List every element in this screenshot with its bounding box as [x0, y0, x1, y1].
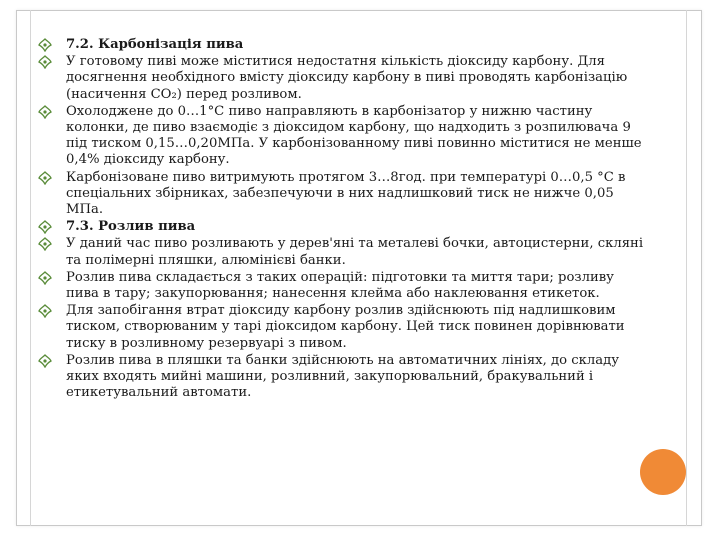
ornament-bullet-icon	[38, 38, 52, 52]
ornament-bullet-icon	[38, 304, 52, 318]
paragraph-text: Карбонізоване пиво витримують протягом 3…8год. при температурі 0…0,5 °С в спеціальних збірниках, забезпечуючи в них надлишковий тиск не нижче 0,05 МПа.	[66, 169, 626, 218]
paragraph-text: Охолоджене до 0…1°С пиво направляють в карбонізатор у нижню частину колонки, де пиво взаємодіє з діоксидом карбону, що надходить з розпилювача 9 під тиском 0,15…0,20МПа. У карбонізованному пиві повинно міститися не менше 0,4% діоксиду карбону.	[66, 103, 642, 168]
bullet-list	[38, 37, 644, 401]
frame-divider-left	[30, 10, 31, 526]
ornament-bullet-icon	[38, 271, 52, 285]
list-item	[38, 219, 644, 235]
frame-divider-right	[686, 10, 687, 526]
ornament-bullet-icon	[38, 220, 52, 234]
section-heading: 7.2. Карбонізація пива	[66, 37, 244, 52]
list-item	[38, 353, 644, 402]
ornament-bullet-icon	[38, 354, 52, 368]
paragraph-text: У готовому пиві може міститися недостатня кількість діоксиду карбону. Для досягнення необхідного вмісту діоксиду карбону в пиві проводять карбонізацію (насичення СО₂) перед розливом.	[66, 54, 628, 102]
ornament-bullet-icon	[38, 105, 52, 119]
list-item	[38, 37, 644, 53]
ornament-bullet-icon	[38, 237, 52, 251]
list-item	[38, 270, 644, 302]
list-item	[38, 104, 644, 169]
paragraph-text: Для запобігання втрат діоксиду карбону розлив здійснюють під надлишковим тиском, створюваним у тарі діоксидом карбону. Цей тиск повинен дорівнювати тиску в розливному резервуарі з пивом.	[66, 303, 625, 351]
ornament-bullet-icon	[38, 55, 52, 69]
section-heading: 7.3. Розлив пива	[66, 219, 196, 235]
decorative-orange-circle	[640, 449, 686, 495]
slide-content	[38, 37, 644, 402]
list-item	[38, 303, 644, 352]
ornament-bullet-icon	[38, 171, 52, 185]
list-item	[38, 54, 644, 103]
paragraph-text: У даний час пиво розливають у дерев'яні та металеві бочки, автоцистерни, скляні та полімерні пляшки, алюмінієві банки.	[66, 236, 644, 268]
paragraph-text: Розлив пива в пляшки та банки здійснюють на автоматичних лініях, до складу яких входять мийні машини, розливний, закупорювальний, бракувальний і етикетувальний автомати.	[66, 352, 619, 401]
paragraph-text: Розлив пива складається з таких операцій: підготовки та миття тари; розливу пива в тару; закупорювання; нанесення клейма або наклеювання етикеток.	[66, 269, 614, 302]
list-item	[38, 236, 644, 268]
list-item	[38, 170, 644, 219]
